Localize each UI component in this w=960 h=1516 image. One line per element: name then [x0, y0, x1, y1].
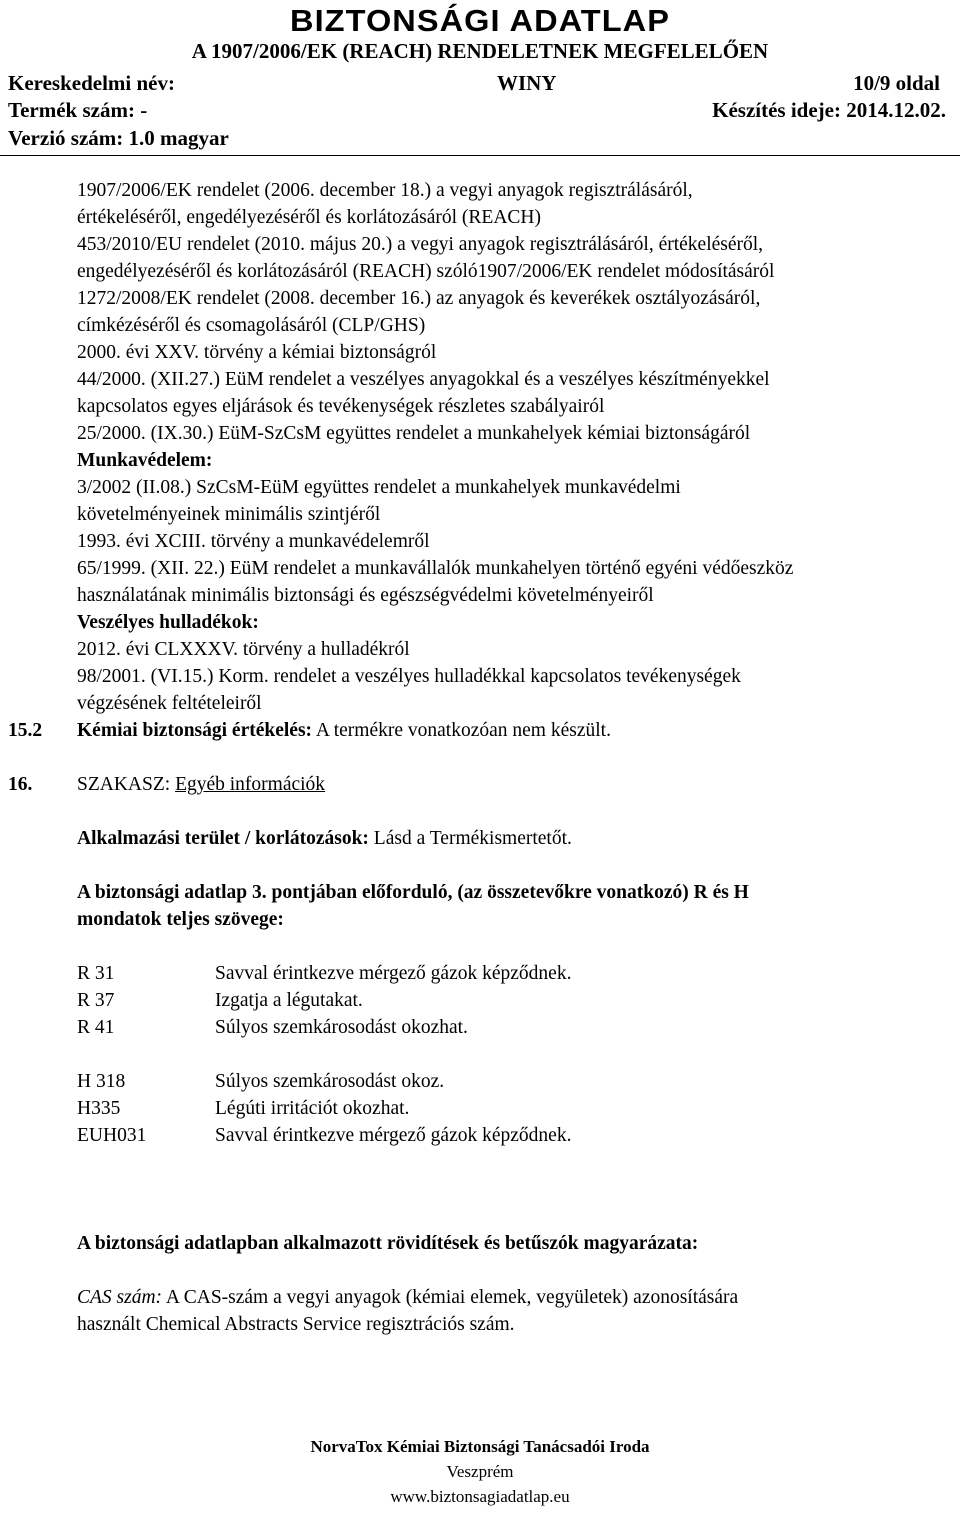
h-phrase-code: H 318	[77, 1071, 126, 1092]
regulation-line: engedélyezéséről és korlátozásáról (REACH) szóló1907/2006/EK rendelet módosításáról	[77, 261, 775, 282]
footer-company: NorvaTox Kémiai Biztonsági Tanácsadói Iroda	[310, 1437, 650, 1456]
regulation-line: 2000. évi XXV. törvény a kémiai biztonságról	[77, 342, 437, 363]
section-15-2-text	[77, 719, 611, 743]
r-phrase-text: Savval érintkezve mérgező gázok képződnek.	[215, 963, 572, 984]
cas-text: A CAS-szám a vegyi anyagok (kémiai elemek, vegyületek) azonosítására	[162, 1287, 739, 1308]
section-15-2-label: Kémiai biztonsági értékelés:	[77, 720, 313, 741]
regulation-line: 1272/2008/EK rendelet (2008. december 16.) az anyagok és keverékek osztályozásáról,	[77, 288, 761, 309]
work-safety-line: 3/2002 (II.08.) SzCsM-EüM együttes rendelet a munkahelyek munkavédelmi	[77, 477, 681, 498]
cas-definition-cont: használt Chemical Abstracts Service regisztrációs szám.	[77, 1314, 515, 1335]
section-15-2-number: 15.2	[8, 720, 43, 741]
phrases-heading-cont: mondatok teljes szövege:	[77, 909, 284, 930]
section-16-title: Egyéb információk	[175, 774, 326, 795]
r-phrase-text: Izgatja a légutakat.	[215, 990, 363, 1011]
h-phrase-text: Savval érintkezve mérgező gázok képződnek.	[215, 1125, 572, 1146]
h-phrase-text: Légúti irritációt okozhat.	[215, 1098, 410, 1119]
product-number: Termék szám: -	[8, 98, 148, 122]
work-safety-line: használatának minimális biztonsági és egészségvédelmi követelményeiről	[77, 585, 654, 606]
waste-line: végzésének feltételeiről	[77, 693, 262, 714]
trade-name-label: Kereskedelmi név:	[8, 71, 175, 95]
regulation-line: 44/2000. (XII.27.) EüM rendelet a veszélyes anyagokkal és a veszélyes készítményekkel	[77, 369, 770, 390]
waste-line: 2012. évi CLXXXV. törvény a hulladékról	[77, 639, 410, 660]
work-safety-line: követelményeinek minimális szintjéről	[77, 504, 381, 525]
r-phrase-code: R 31	[77, 963, 115, 984]
version-number: Verzió szám: 1.0 magyar	[8, 126, 229, 150]
regulation-line: értékeléséről, engedélyezéséről és korlátozásáról (REACH)	[77, 207, 542, 228]
h-phrase-code: H335	[77, 1098, 121, 1119]
cas-definition	[77, 1286, 738, 1310]
usage-label: Alkalmazási terület / korlátozások:	[77, 828, 369, 849]
regulation-line: 453/2010/EU rendelet (2010. május 20.) a vegyi anyagok regisztrálásáról, értékeléséről,	[77, 234, 764, 255]
page-number: 10/9 oldal	[853, 71, 940, 95]
cas-label: CAS szám:	[77, 1287, 163, 1308]
document-subtitle: A 1907/2006/EK (REACH) RENDELETNEK MEGFELELŐEN	[191, 39, 769, 63]
regulation-line: 1907/2006/EK rendelet (2006. december 18.) a vegyi anyagok regisztrálásáról,	[77, 180, 693, 201]
footer-website[interactable]: www.biztonsagiadatlap.eu	[390, 1487, 570, 1506]
waste-heading: Veszélyes hulladékok:	[77, 612, 259, 633]
work-safety-heading: Munkavédelem:	[77, 450, 213, 471]
r-phrase-text: Súlyos szemkárosodást okozhat.	[215, 1017, 468, 1038]
product-name: WINY	[497, 71, 557, 95]
r-phrase-code: R 37	[77, 990, 115, 1011]
usage-text: Lásd a Termékismertetőt.	[368, 828, 572, 849]
creation-date: Készítés ideje: 2014.12.02.	[712, 98, 946, 122]
header-divider	[0, 155, 960, 156]
document-title: BIZTONSÁGI ADATLAP	[290, 3, 670, 38]
phrases-heading: A biztonsági adatlap 3. pontjában előforduló, (az összetevőkre vonatkozó) R és H	[77, 882, 749, 903]
section-15-2-value: A termékre vonatkozóan nem készült.	[312, 720, 611, 741]
section-16-heading	[77, 773, 325, 797]
section-16-prefix: SZAKASZ:	[77, 774, 176, 795]
section-16-number: 16.	[8, 774, 33, 795]
usage-line	[77, 827, 572, 851]
regulation-line: címkézéséről és csomagolásáról (CLP/GHS)	[77, 315, 426, 336]
work-safety-line: 65/1999. (XII. 22.) EüM rendelet a munkavállalók munkahelyen történő egyéni védőeszköz	[77, 558, 794, 579]
regulation-line: 25/2000. (IX.30.) EüM-SzCsM együttes rendelet a munkahelyek kémiai biztonságáról	[77, 423, 751, 444]
abbreviations-heading: A biztonsági adatlapban alkalmazott rövidítések és betűszók magyarázata:	[77, 1233, 699, 1254]
footer-city: Veszprém	[446, 1462, 514, 1481]
r-phrase-code: R 41	[77, 1017, 115, 1038]
regulation-line: kapcsolatos egyes eljárások és tevékenységek részletes szabályairól	[77, 396, 605, 417]
work-safety-line: 1993. évi XCIII. törvény a munkavédelemről	[77, 531, 430, 552]
waste-line: 98/2001. (VI.15.) Korm. rendelet a veszélyes hulladékkal kapcsolatos tevékenységek	[77, 666, 741, 687]
h-phrase-code: EUH031	[77, 1125, 147, 1146]
h-phrase-text: Súlyos szemkárosodást okoz.	[215, 1071, 445, 1092]
